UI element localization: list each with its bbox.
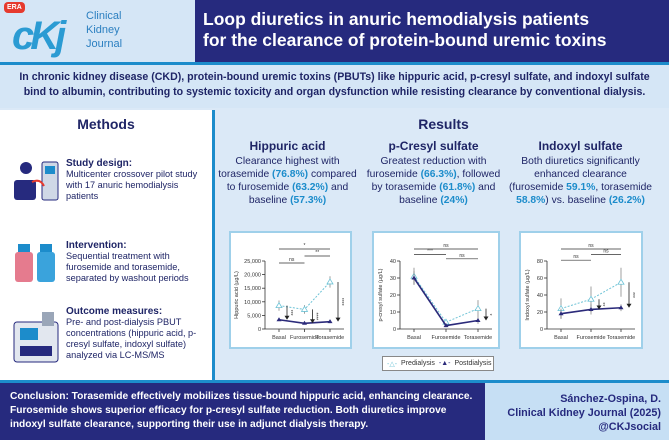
journal-name	[86, 9, 122, 51]
significance-label: ns	[603, 248, 609, 255]
y-tick-label: 20	[536, 310, 543, 316]
method-title: Outcome measures:	[66, 306, 163, 317]
significance-label: *	[486, 313, 492, 316]
chart-legend	[382, 356, 494, 371]
x-tick-label: Furosemide	[431, 335, 461, 341]
result-text: , torasemide	[595, 182, 653, 193]
x-tick-label: Furosemide	[576, 335, 606, 341]
citation-author: Sánchez-Ospina, D.	[560, 393, 661, 405]
result-percent: (26.2%)	[608, 195, 645, 206]
result-text: Clearance highest with torasemide	[218, 156, 340, 180]
legend-postdialysis: Postdialysis	[454, 360, 492, 367]
arrow-head-icon	[285, 316, 290, 320]
methods-heading: Methods	[77, 116, 135, 132]
data-point-predialysis	[327, 279, 333, 284]
title-line: Loop diuretics in anuric hemodialysis patients	[203, 9, 590, 29]
significance-label: ns	[289, 257, 295, 263]
result-indoxyl-sulfate	[508, 140, 653, 207]
significance-label: **	[315, 250, 320, 256]
result-text: compared to furosemide	[226, 169, 357, 193]
data-point-predialysis	[588, 296, 594, 301]
y-tick-label: 0	[539, 327, 543, 333]
journal-name-line: Kidney	[86, 24, 120, 36]
journal-name-line: Journal	[86, 38, 123, 50]
page-title	[195, 0, 669, 62]
significance-label: ***	[629, 292, 635, 298]
results-panel	[218, 110, 669, 380]
postdialysis-marker-icon: -▲-	[438, 360, 451, 367]
y-tick-label: 0	[392, 327, 396, 333]
citation-journal: Clinical Kidney Journal (2025)	[507, 407, 661, 419]
method-intervention	[66, 240, 212, 284]
result-percent: (76.8%)	[272, 169, 309, 180]
y-tick-label: 10	[389, 310, 396, 316]
predialysis-marker-icon: -△-	[387, 360, 398, 368]
significance-label: *	[303, 243, 306, 249]
significance-label: ns	[588, 243, 594, 249]
ckj-logo-letters: cKj	[12, 14, 63, 58]
hippuric-acid-chart	[229, 231, 352, 349]
y-tick-label: 80	[536, 259, 543, 265]
intro-text: In chronic kidney disease (CKD), protein-bound uremic toxins (PBUTs) like hippuric acid, p-cresyl sulfate, and indoxyl sulfate bind to albumin, contributing to systemic toxicity and organ dysfunction while resisting clearance by conventional dialysis.	[0, 62, 669, 108]
social-handle[interactable]: @CKJsocial	[598, 421, 661, 433]
y-tick-label: 5,000	[247, 313, 261, 320]
result-percent: (61.8%)	[439, 182, 476, 193]
result-title: p-Cresyl sulfate	[388, 139, 479, 153]
result-p-cresyl-sulfate	[361, 140, 506, 207]
significance-label: ns	[459, 252, 465, 259]
method-study-design	[66, 158, 212, 202]
y-tick-label: 0	[257, 327, 261, 333]
arrow-head-icon	[336, 318, 341, 322]
x-tick-label: Basal	[407, 335, 421, 341]
significance-label: ns	[573, 254, 579, 261]
result-text: and baseline	[248, 182, 349, 206]
x-tick-label: Basal	[554, 335, 568, 341]
title-line: for the clearance of protein-bound uremic toxins	[203, 30, 607, 50]
significance-label: ns	[443, 243, 449, 249]
result-percent: 58.8%	[516, 195, 546, 206]
data-point-predialysis	[276, 303, 282, 308]
y-tick-label: 15,000	[244, 286, 261, 293]
x-tick-label: Furosemide	[289, 335, 320, 341]
y-axis-label: p-cresyl sulfate (µg/L)	[378, 268, 384, 322]
legend-predialysis: Predialysis	[401, 360, 435, 367]
arrow-head-icon	[627, 304, 632, 308]
significance-label: ****	[338, 297, 344, 306]
result-text: , followed by torasemide	[371, 169, 501, 193]
indoxyl-sulfate-chart	[519, 231, 643, 349]
method-text: Pre- and post-dialysis PBUT concentrations (hippuric acid, p-cresyl sulfate, indoxyl sulfate) analyzed via LC-MS/MS	[66, 317, 197, 360]
x-tick-label: Torasemide	[315, 335, 345, 341]
x-tick-label: Basal	[272, 335, 286, 341]
medication-bottles-icon	[12, 238, 60, 284]
mass-spectrometer-icon	[12, 308, 60, 368]
citation	[485, 380, 669, 440]
significance-label: ***	[287, 309, 293, 316]
y-axis-label: Hippuric acid (µg/L)	[234, 271, 240, 319]
result-text: and baseline	[399, 182, 496, 206]
significance-label: ****	[312, 312, 319, 321]
method-text: Multicenter crossover pilot study with 17 anuric hemodialysis patients	[66, 169, 198, 201]
x-tick-label: Torasemide	[606, 335, 636, 341]
y-tick-label: 25,000	[244, 259, 261, 265]
y-axis-label: Indoxyl sulfate (µg/L)	[525, 269, 531, 321]
result-title: Hippuric acid	[249, 139, 326, 153]
significance-label: ***	[427, 248, 433, 255]
method-title: Study design:	[66, 158, 133, 169]
y-tick-label: 10,000	[244, 299, 261, 306]
result-text: Both diuretics significantly enhanced clearance (furosemide	[508, 156, 640, 193]
arrow-head-icon	[484, 317, 489, 321]
significance-label: **	[599, 302, 605, 307]
journal-logo	[0, 0, 195, 62]
result-percent: (63.2%)	[292, 182, 329, 193]
journal-name-line: Clinical	[86, 10, 122, 22]
x-tick-label: Torasemide	[463, 335, 493, 341]
results-heading: Results	[418, 116, 469, 132]
result-percent: (66.3%)	[420, 169, 457, 180]
methods-panel	[0, 110, 215, 380]
dialysis-patient-icon	[12, 158, 60, 204]
result-text: Greatest reduction with furosemide	[366, 156, 487, 180]
result-text: ) vs. baseline	[545, 195, 609, 206]
y-tick-label: 40	[536, 293, 543, 299]
y-tick-label: 20	[389, 293, 396, 299]
result-percent: 59.1%	[566, 182, 596, 193]
result-title: Indoxyl sulfate	[538, 139, 623, 153]
result-percent: (57.3%)	[290, 195, 327, 206]
result-hippuric-acid	[215, 140, 360, 207]
series-line-predialysis	[414, 276, 478, 322]
data-point-predialysis	[475, 306, 481, 311]
conclusion: Conclusion: Torasemide effectively mobilizes tissue-bound hippuric acid, enhancing clearance. Furosemide shows superior efficacy for p-cresyl sulfate reduction. Both diuretics improve indoxyl sulfate clearance, supporting their use in adjunct dialysis therapy.	[0, 380, 485, 440]
y-tick-label: 20,000	[244, 272, 261, 279]
method-outcome-measures	[66, 306, 212, 361]
era-badge: ERA	[4, 2, 25, 13]
data-point-predialysis	[618, 279, 624, 284]
method-text: Sequential treatment with furosemide and torasemide, separated by washout periods	[66, 251, 189, 283]
y-tick-label: 40	[389, 259, 396, 265]
result-percent: (24%)	[440, 195, 468, 206]
y-tick-label: 60	[536, 276, 543, 282]
p-cresyl-sulfate-chart	[372, 231, 500, 349]
method-title: Intervention:	[66, 240, 127, 251]
y-tick-label: 30	[389, 276, 396, 282]
